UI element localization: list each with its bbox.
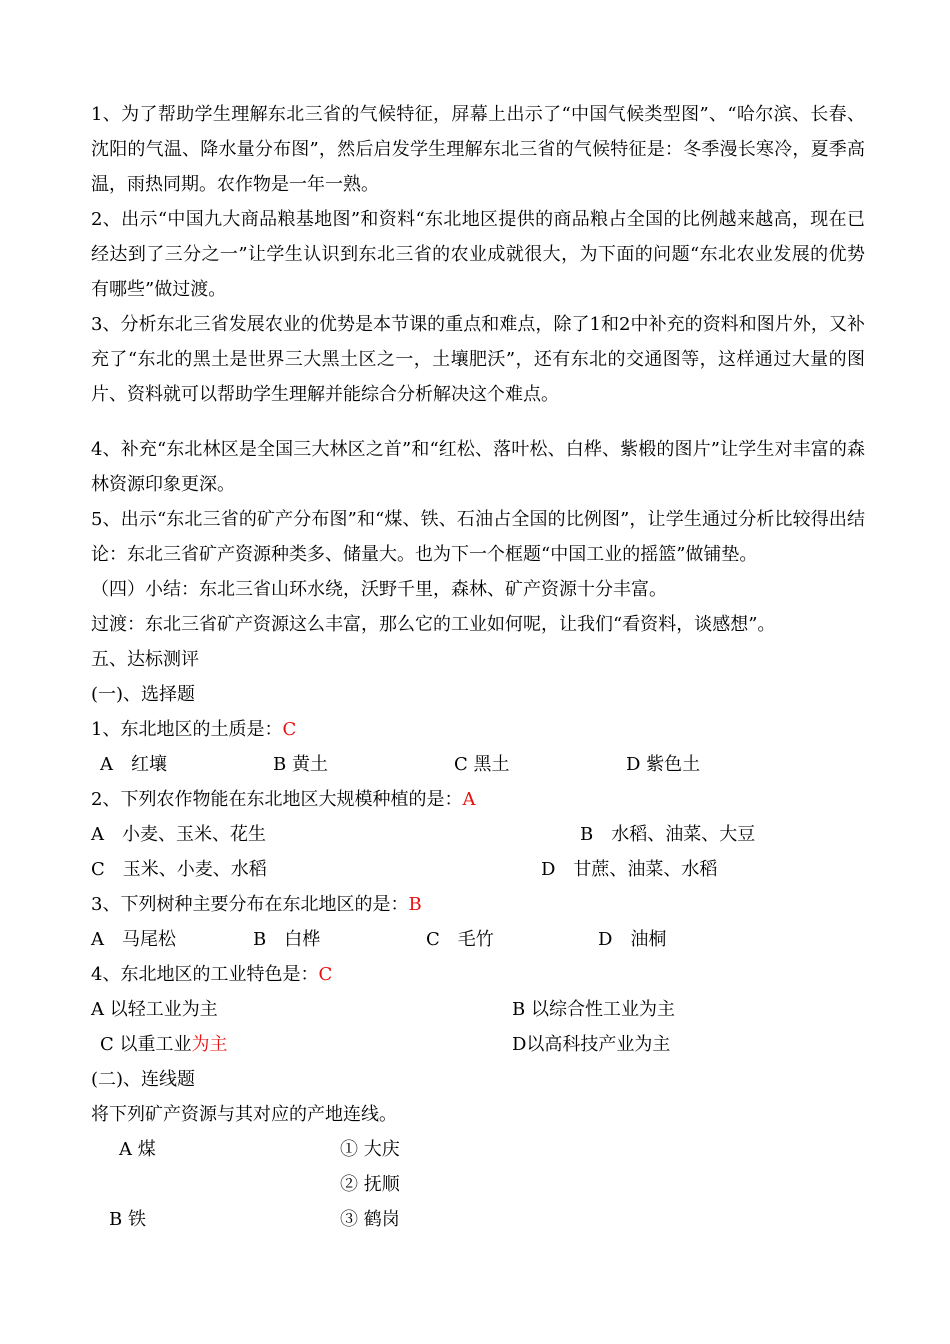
question-stem: 3、下列树种主要分布在东北地区的是： xyxy=(91,894,409,915)
transition-line: 过渡：东北三省矿产资源这么丰富，那么它的工业如何呢，让我们“看资料，谈感想”。 xyxy=(91,614,776,635)
answer-mark: C xyxy=(318,964,333,985)
choice-section-title: (一)、选择题 xyxy=(91,684,196,705)
option-c: C 黑土 xyxy=(454,754,510,775)
section-title-assessment: 五、达标测评 xyxy=(91,649,199,670)
matching-left-iron: B 铁 xyxy=(109,1209,146,1230)
matching-right-daqing: ① 大庆 xyxy=(340,1139,400,1160)
option-c: C 毛竹 xyxy=(426,929,494,950)
answer-mark: C xyxy=(282,719,297,740)
option-a: A 以轻工业为主 xyxy=(91,999,218,1020)
matching-instruction: 将下列矿产资源与其对应的产地连线。 xyxy=(91,1104,397,1125)
option-a: A 马尾松 xyxy=(91,929,176,950)
option-c: C 玉米、小麦、水稻 xyxy=(91,859,267,880)
paragraph-grain-base: 2、出示“中国九大商品粮基地图”和资料“东北地区提供的商品粮占全国的比例越来越高，现在已经达到了三分之一”让学生认识到东北三省的农业成就很大，为下面的问题“东北农业发展的优势有哪些”做过渡。 xyxy=(91,209,865,300)
option-d: D 油桐 xyxy=(598,929,667,950)
question-2 xyxy=(91,782,475,817)
matching-right-fushun: ② 抚顺 xyxy=(340,1174,400,1195)
option-d: D以高科技产业为主 xyxy=(512,1034,671,1055)
option-b: B 黄土 xyxy=(273,754,328,775)
option-c-highlight: 为主 xyxy=(191,1034,228,1055)
option-d: D 紫色土 xyxy=(626,754,701,775)
option-b: B 以综合性工业为主 xyxy=(512,999,675,1020)
question-stem: 1、东北地区的土质是： xyxy=(91,719,283,740)
option-a: A 红壤 xyxy=(100,754,167,775)
option-c-text: C 以重工业 xyxy=(100,1034,192,1055)
paragraph-agriculture-advantage: 3、分析东北三省发展农业的优势是本节课的重点和难点，除了1和2中补充的资料和图片外，又补充了“东北的黑土是世界三大黑土区之一，土壤肥沃”，还有东北的交通图等，这样通过大量的图片、资料就可以帮助学生理解并能综合分析解决这个难点。 xyxy=(91,314,865,405)
option-b: B 水稻、油菜、大豆 xyxy=(580,824,756,845)
answer-mark: A xyxy=(462,789,476,810)
paragraph-forest: 4、补充“东北林区是全国三大林区之首”和“红松、落叶松、白桦、紫椴的图片”让学生对丰富的森林资源印象更深。 xyxy=(91,439,865,495)
summary-line: （四）小结：东北三省山环水绕，沃野千里，森林、矿产资源十分丰富。 xyxy=(91,579,667,600)
question-1 xyxy=(91,712,296,747)
matching-right-hegang: ③ 鹤岗 xyxy=(340,1209,400,1230)
question-stem: 2、下列农作物能在东北地区大规模种植的是： xyxy=(91,789,463,810)
question-3 xyxy=(91,887,422,922)
paragraph-climate: 1、为了帮助学生理解东北三省的气候特征，屏幕上出示了“中国气候类型图”、“哈尔滨、长春、沈阳的气温、降水量分布图”，然后启发学生理解东北三省的气候特征是：冬季漫长寒冷，夏季高温，雨热同期。农作物是一年一熟。 xyxy=(91,104,865,195)
option-d: D 甘蔗、油菜、水稻 xyxy=(541,859,718,880)
paragraph-minerals: 5、出示“东北三省的矿产分布图”和“煤、铁、石油占全国的比例图”，让学生通过分析比较得出结论：东北三省矿产资源种类多、储量大。也为下一个框题“中国工业的摇篮”做铺垫。 xyxy=(91,509,865,565)
question-stem: 4、东北地区的工业特色是： xyxy=(91,964,319,985)
matching-section-title: (二)、连线题 xyxy=(91,1069,196,1090)
question-4 xyxy=(91,957,332,992)
option-b: B 白桦 xyxy=(253,929,321,950)
answer-mark: B xyxy=(408,894,422,915)
option-a: A 小麦、玉米、花生 xyxy=(91,824,266,845)
option-c xyxy=(100,1027,228,1062)
matching-left-coal: A 煤 xyxy=(119,1139,156,1160)
